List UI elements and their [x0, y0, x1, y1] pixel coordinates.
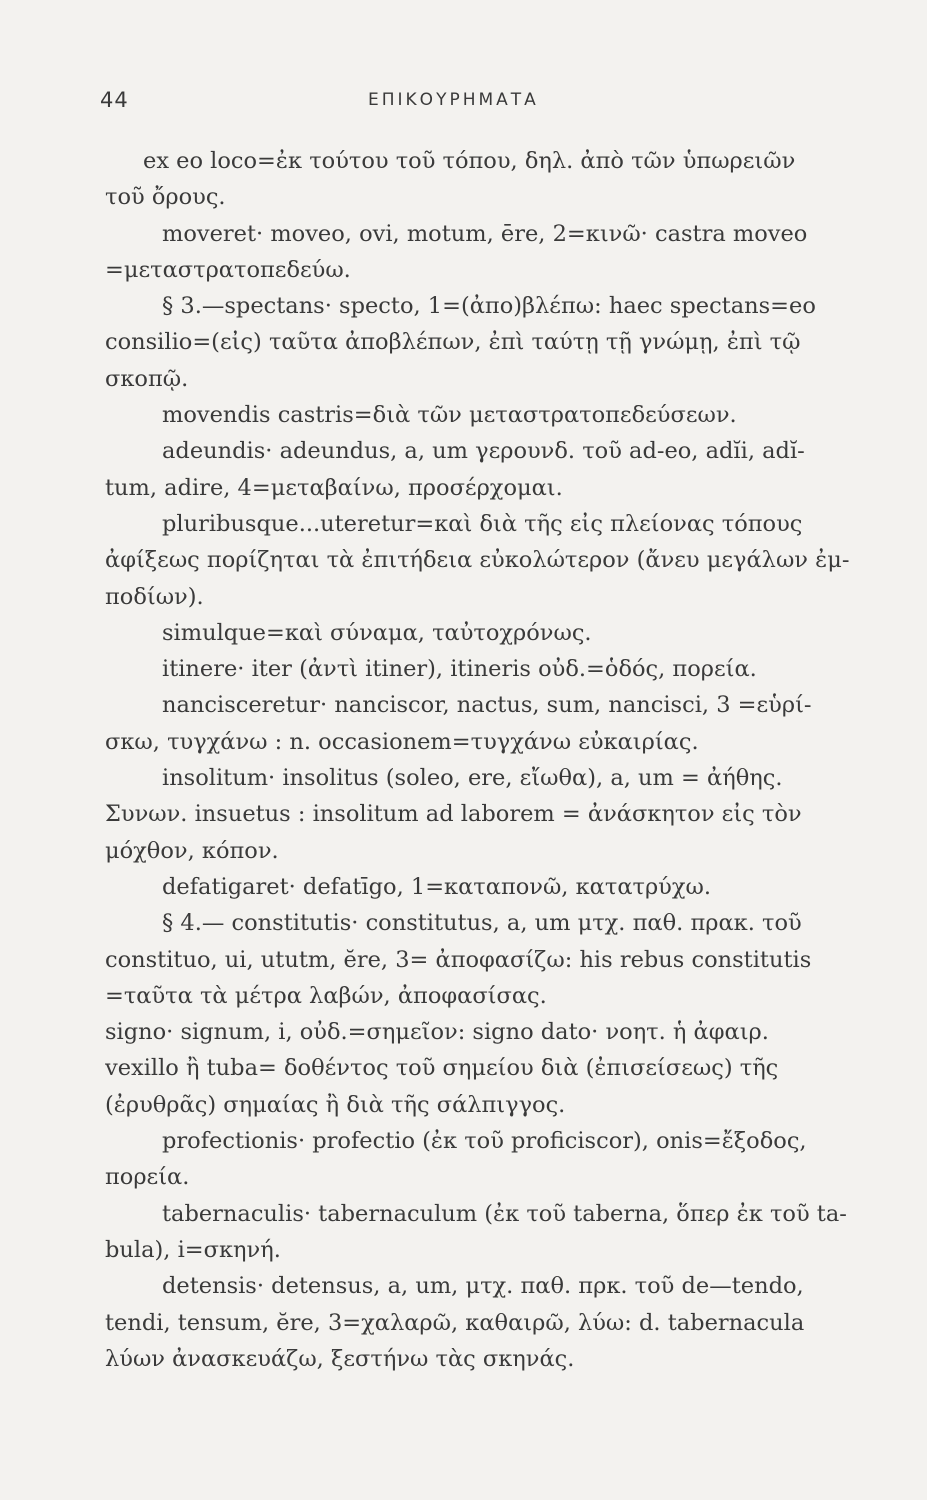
text-line: μόχθον, κόπον.: [105, 837, 279, 864]
text-line: ex eo loco=ἐκ τούτου τοῦ τόπου, δηλ. ἀπὸ τῶν ὑπωρειῶν: [143, 148, 796, 174]
text-line: defatigaret· defatīgo, 1=καταπονῶ, κατατρύχω.: [162, 873, 711, 900]
text-line: =μεταστρατοπεδεύω.: [105, 256, 351, 283]
text-line: bula), i=σκηνή.: [105, 1236, 281, 1263]
body-text: [105, 143, 875, 1377]
text-line: λύων ἀνασκευάζω, ξεστήνω τὰς σκηνάς.: [105, 1345, 575, 1372]
text-line: nancisceretur· nanciscor, nactus, sum, nancisci, 3 =εὑρί-: [162, 692, 812, 719]
text-line: consilio=(εἰς) ταῦτα ἀποβλέπων, ἐπὶ ταύτῃ τῇ γνώμῃ, ἐπὶ τῷ: [105, 329, 801, 356]
text-line: detensis· detensus, a, um, μτχ. παθ. πρκ. τοῦ de—tendo,: [162, 1273, 804, 1300]
text-line: § 3.—spectans· specto, 1=(ἀπο)βλέπω: haec spectans=eo: [162, 293, 816, 320]
text-line: tendi, tensum, ĕre, 3=χαλαρῶ, καθαιρῶ, λύω: d. tabernacula: [105, 1309, 805, 1336]
text-line: tum, adire, 4=μεταβαίνω, προσέρχομαι.: [105, 474, 563, 501]
text-line: § 4.— constitutis· constitutus, a, um μτχ. παθ. πρακ. τοῦ: [162, 910, 802, 937]
text-line: τοῦ ὄρους.: [105, 184, 226, 211]
text-line: insolitum· insolitus (soleo, ere, εἴωθα), a, um = ἀήθης.: [162, 765, 783, 792]
text-line: simulque=καὶ σύναμα, ταὐτοχρόνως.: [162, 619, 592, 646]
text-line: adeundis· adeundus, a, um γερουνδ. τοῦ ad-eo, adĭi, adĭ-: [162, 438, 805, 465]
text-line: vexillo ἢ tuba= δοθέντος τοῦ σημείου διὰ (ἐπισείσεως) τῆς: [105, 1055, 779, 1082]
text-line: tabernaculis· tabernaculum (ἐκ τοῦ taberna, ὅπερ ἐκ τοῦ ta-: [162, 1200, 847, 1227]
text-line: constituo, ui, ututm, ĕre, 3= ἀποφασίζω: his rebus constitutis: [105, 946, 812, 973]
page-header: [0, 88, 927, 118]
text-line: =ταῦτα τὰ μέτρα λαβών, ἀποφασίσας.: [105, 982, 547, 1009]
text-line: movendis castris=διὰ τῶν μεταστρατοπεδεύσεων.: [162, 402, 737, 429]
text-line: signo· signum, i, οὐδ.=σημεῖον: signo dato· νοητ. ἡ ἀφαιρ.: [105, 1019, 769, 1046]
text-line: ποδίων).: [105, 583, 204, 610]
text-line: (ἐρυθρᾶς) σημαίας ἢ διὰ τῆς σάλπιγγος.: [105, 1091, 566, 1118]
text-line: ἀφίξεως πορίζηται τὰ ἐπιτήδεια εὐκολώτερον (ἄνευ μεγάλων ἐμ-: [105, 547, 850, 574]
text-line: itinere· iter (ἀντὶ itiner), itineris οὐδ.=ὁδός, πορεία.: [162, 656, 757, 683]
text-line: πορεία.: [105, 1164, 190, 1191]
running-title: ΕΠΙΚΟΥΡΗΜΑΤΑ: [368, 90, 539, 110]
page-number: 44: [100, 88, 129, 112]
text-line: moveret· moveo, ovi, motum, ēre, 2=κινῶ· castra moveo: [162, 220, 808, 247]
text-line: profectionis· profectio (ἐκ τοῦ proficiscor), onis=ἔξοδος,: [162, 1128, 807, 1155]
text-line: pluribusque...uteretur=καὶ διὰ τῆς εἰς πλείονας τόπους: [162, 510, 803, 537]
text-line: σκω, τυγχάνω : n. occasionem=τυγχάνω εὐκαιρίας.: [105, 728, 699, 755]
text-line: Συνων. insuetus : insolitum ad laborem = ἀνάσκητον εἰς τὸν: [105, 801, 802, 828]
text-line: σκοπῷ.: [105, 365, 189, 392]
